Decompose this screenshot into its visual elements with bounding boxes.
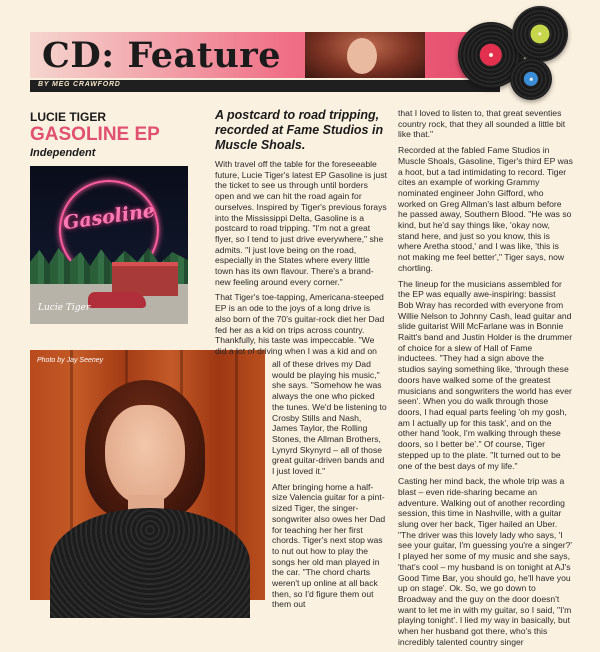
body-text — [398, 108, 573, 647]
section-title: CD: Feature — [42, 35, 282, 76]
cover-signature: Lucie Tiger — [38, 303, 91, 313]
paragraph: Recorded at the fabled Fame Studios in Muscle Shoals, Gasoline, Tiger's third EP was a hoot, but a tad intimidating to record. Tiger cites an example of working Grammy nominated engineer John Gifford, who worked on Greg Allman's last album before he passed away, Southern Blood. "He was so kind, but he'd say things like, 'okay now, stand here, and just so you know, this is where Aretha stood,' and I was like, 'this is not making me feel better'," Tiger says, now chortling. — [398, 145, 573, 273]
byline: BY MEG CRAWFORD — [38, 81, 121, 88]
section-banner — [30, 32, 500, 78]
photo-lace-top — [50, 508, 250, 618]
paragraph: all of these drives my Dad would be playing his music," she says. "Somehow he was always the one who picked the tunes. We'd be listening to Crosby Stills and Nash, James Taylor, the Rolling Stones, the Allman Brothers, Lynyrd Skynyrd – all of those great guitar-driven bands and I just loved it." — [272, 359, 387, 477]
body-text — [272, 359, 388, 610]
record-label: Independent — [30, 147, 96, 159]
paragraph: The lineup for the musicians assembled for the EP was equally awe-inspiring: bassist Bob Wray has recorded with everyone from Willie Nelson to Johnny Cash, lead guitar and slide guitarist Will McFarlane was in Bonnie Raitt's band and Justin Holder is the drummer of choice for a slew of Hall of Fame inductees. "They had a sign above the studios saying something like, 'through these doors have walked some of the greatest musicians and songwriters the world has ever seen'. When you do walk through those doors, I had equal parts feeling 'oh my gosh, am I actually up for this task', and on the other hand 'look, I'm walking through these doors, so I better be'." Of course, Tiger stepped up to the plate. "It turned out to be one of the best days of my life." — [398, 278, 573, 471]
cover-gas-station — [112, 262, 178, 296]
cover-neon-text: Gasoline — [61, 199, 157, 235]
banner-artist-photo — [305, 32, 425, 78]
article-column-3 — [398, 108, 573, 652]
article-deck: A postcard to road tripping, recorded at Fame Studios in Muscle Shoals. — [215, 108, 384, 152]
photo-credit: Photo by Jay Seeney — [37, 357, 104, 364]
paragraph: After bringing home a half-size Valencia guitar for a pint-sized Tiger, the singer-songwriter also owes her Dad for teaching her her first chords. Tiger's next stop was to nut out how to play the songs her old man played in the car. "The chord charts weren't up online at all back then, so I'd figure them out them out — [272, 481, 386, 610]
cover-car — [88, 292, 146, 308]
article-column-2 — [215, 108, 388, 362]
artist-name: LUCIE TIGER — [30, 110, 107, 124]
paragraph: Casting her mind back, the whole trip was a blast – even ride-sharing became an adventure. Walking out of another recording session, this time in Nashville, with a guitar slung over her back, Tiger hailed an Uber. "The driver was this lovely lady who says, 'I see your guitar, I'm guessing you're a singer?' I played her some of my music and she says, 'that's cool – my husband is on tonight at AJ's Good Time Bar, you should go, he'll have you up on stage'. Ok. So, we go down to Broadway and the guy on the door doesn't want to let me in with my guitar, so I said, "I'm playing tonight'. I lied my way in basically, but when her husband got there, who's this incredibly talented country singer — [398, 476, 573, 647]
banner-face — [347, 38, 377, 74]
paragraph: With travel off the table for the foreseeable future, Lucie Tiger's latest EP Gasoline is just the ticket to see us through until borders open and we can hit the road again for ourselves. Inspired by Tiger's previous forays into the Mississippi Delta, Gasoline is a postcard to road tripping. "I'm not a great flyer, so I tend to just drive everywhere," she admits. "I just love being on the road, especially in the States where every little town has its own flavour. There's a brand-new feeling around every corner." — [215, 159, 388, 287]
body-text — [215, 159, 388, 357]
article-column-2-continued — [272, 359, 388, 615]
byline-bar — [30, 80, 500, 92]
paragraph: that I loved to listen to, that great seventies country rock, that they all sounded a little bit like that." — [398, 108, 566, 140]
paragraph: That Tiger's toe-tapping, Americana-steeped EP is an ode to the joys of a long drive is also born of the 70's guitar-rock diet her Dad fed her as a kid on trips across country. Thankfully, his taste was impeccable. "We did a lot of driving when I was a kid and on — [215, 292, 385, 356]
release-title: GASOLINE EP — [30, 124, 160, 145]
vinyl-record-icon — [512, 6, 568, 62]
artist-photo — [30, 350, 265, 600]
album-cover — [30, 166, 188, 324]
feature-header — [0, 0, 600, 100]
photo-face — [105, 405, 185, 505]
vinyl-record-icon — [510, 58, 552, 100]
